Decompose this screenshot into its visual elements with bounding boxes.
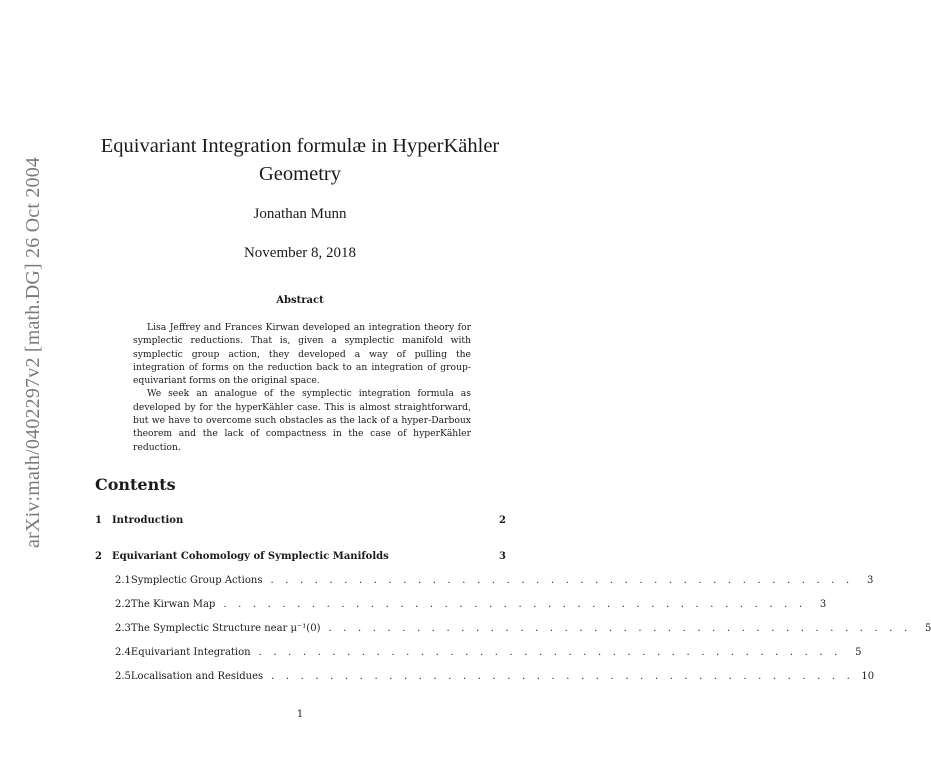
toc-number: 2.5 [115,671,131,682]
toc-page: 3 [499,551,506,562]
toc-entry-equivariant-integration[interactable] [115,647,862,658]
abstract-paragraph-2: We seek an analogue of the symplectic integration formula as developed by for the hyperKähler case. This is almost straightforward, but we have to overcome such obstacles as the lack of a hyper-Darboux theorem and the lack of compactness in the case of hyperKähler reduction. [133,388,471,453]
toc-page: 5 [925,623,931,634]
abstract-heading: Abstract [276,295,324,306]
toc-entry-symplectic-structure[interactable] [115,623,931,634]
toc-title: Equivariant Integration [130,647,251,658]
toc-number: 2.4 [115,647,131,658]
abstract-paragraph-1: Lisa Jeffrey and Frances Kirwan developed an integration theory for symplectic reductions. That is, given a symplectic manifold with symplectic group action, they developed a way of pulling the integration of forms on the reduction back to an integration of group-equivariant forms on the original space. [133,322,471,387]
paper-title [80,132,520,188]
page-number: 1 [296,709,304,720]
toc-entry-introduction[interactable] [95,515,506,526]
toc-title: The Kirwan Map [130,599,216,610]
toc-number: 1 [95,515,102,526]
toc-title: Equivariant Cohomology of Symplectic Manifolds [112,551,389,562]
toc-title: Localisation and Residues [130,671,264,682]
toc-title: Symplectic Group Actions [130,575,263,586]
date: November 8, 2018 [243,245,357,261]
toc-number: 2.3 [115,623,131,634]
toc-page: 5 [855,647,862,658]
author: Jonathan Munn [253,206,347,222]
toc-entry-symplectic-group-actions[interactable] [115,575,874,586]
arxiv-stamp: arXiv:math/0402297v2 [math.DG] 26 Oct 2004 [22,156,44,548]
toc-leader: . . . . . . . . . . . . . . . . . . . . . . . . . . . . . . . . . . . . . . . . [270,575,854,586]
toc-entry-kirwan-map[interactable] [115,599,827,610]
contents-heading: Contents [95,475,176,494]
toc-page: 3 [867,575,874,586]
toc-leader: . . . . . . . . . . . . . . . . . . . . . . . . . . . . . . . . . . . . . . . . [271,671,855,682]
toc-number: 2.1 [115,575,131,586]
toc-number: 2 [95,551,102,562]
toc-entry-localisation-residues[interactable] [115,671,875,682]
toc-entry-equivariant-cohomology[interactable] [95,551,506,562]
toc-page: 3 [819,599,827,610]
toc-number: 2.2 [115,599,131,610]
title-line-2: Geometry [259,163,341,185]
title-line-1: Equivariant Integration formulæ in HyperKähler [100,135,500,157]
toc-page: 2 [499,515,506,526]
abstract-body [133,321,471,454]
toc-title: Introduction [112,515,184,526]
toc-title: The Symplectic Structure near μ⁻¹(0) [130,623,321,634]
toc-page: 10 [861,671,875,682]
toc-leader: . . . . . . . . . . . . . . . . . . . . . . . . . . . . . . . . . . . . . . . . [223,599,807,610]
toc-leader: . . . . . . . . . . . . . . . . . . . . . . . . . . . . . . . . . . . . . . . . [258,647,842,658]
toc-leader: . . . . . . . . . . . . . . . . . . . . . . . . . . . . . . . . . . . . . . . . [328,623,912,634]
